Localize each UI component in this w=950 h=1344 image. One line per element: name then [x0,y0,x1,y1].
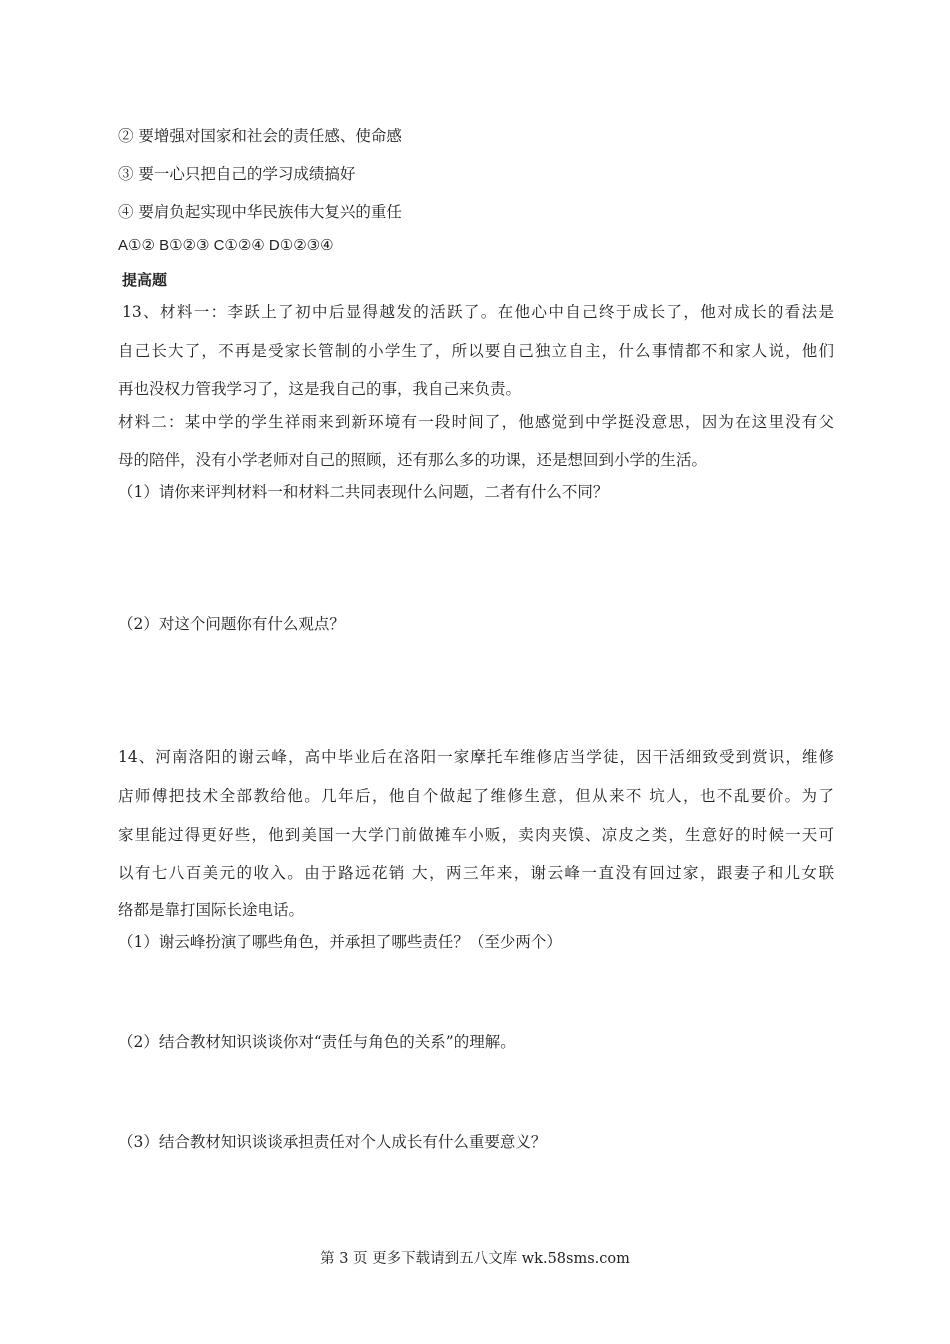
option-item-2: ② 要增强对国家和社会的责任感、使命感 [118,127,402,145]
q14-line-2: 店师傅把技术全部教给他。几年后，他自个做起了维修生意，但从来不 坑人，也不乱要价。为了 [118,787,834,805]
q14-line-1: 14、河南洛阳的谢云峰，高中毕业后在洛阳一家摩托车维修店当学徒，因干活细致受到赏识，维修 [118,748,834,766]
answer-choices: A①② B①②③ C①②④ D①②③④ [118,237,334,254]
q14-subquestion-1: （1）谢云峰扮演了哪些角色，并承担了哪些责任？（至少两个） [118,933,562,951]
option-item-4: ④ 要肩负起实现中华民族伟大复兴的重任 [118,203,402,221]
q13-line-4: 材料二：某中学的学生祥雨来到新环境有一段时间了，他感觉到中学挺没意思，因为在这里没有父 [118,413,834,431]
q14-line-5: 络都是靠打国际长途电话。 [118,901,305,919]
q13-subquestion-2: （2）对这个问题你有什么观点？ [118,615,345,633]
q13-subquestion-1: （1）请你来评判材料一和材料二共同表现什么问题，二者有什么不同？ [118,483,609,501]
section-heading: 提高题 [122,271,168,289]
q13-line-5: 母的陪伴，没有小学老师对自己的照顾，还有那么多的功课，还是想回到小学的生活。 [118,451,708,469]
q14-subquestion-2: （2）结合教材知识谈谈你对“责任与角色的关系”的理解。 [118,1033,516,1051]
q14-subquestion-3: （3）结合教材知识谈谈承担责任对个人成长有什么重要意义？ [118,1133,547,1151]
page-footer: 第 3 页 更多下载请到五八文库 wk.58sms.com [320,1251,630,1267]
q14-line-4: 以有七八百美元的收入。由于路远花销 大，两三年来，谢云峰一直没有回过家，跟妻子和儿女联 [118,864,834,882]
q13-line-3: 再也没权力管我学习了，这是我自己的事，我自己来负责。 [118,380,522,398]
q13-line-1: 13、材料一：李跃上了初中后显得越发的活跃了。在他心中自己终于成长了，他对成长的看法是 [122,303,834,321]
q13-line-2: 自己长大了，不再是受家长管制的小学生了，所以要自己独立自主，什么事情都不和家人说，他们 [118,342,834,360]
option-item-3: ③ 要一心只把自己的学习成绩搞好 [118,165,356,183]
q14-line-3: 家里能过得更好些，他到美国一大学门前做摊车小贩，卖肉夹馍、凉皮之类，生意好的时候一天可 [118,826,834,844]
